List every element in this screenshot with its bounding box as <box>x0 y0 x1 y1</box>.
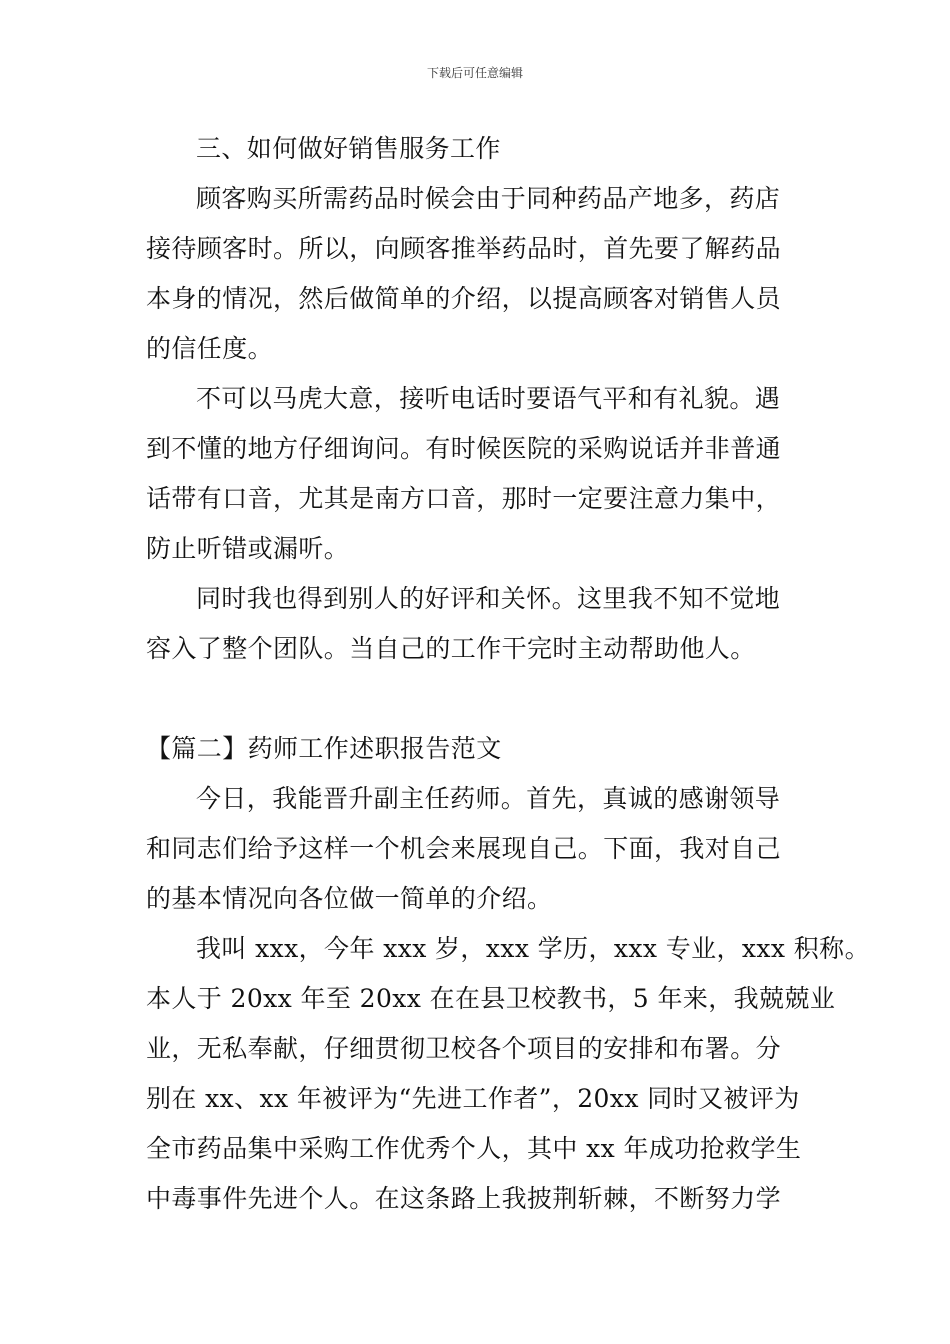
text-line: 不可以马虎大意，接听电话时要语气平和有礼貌。遇 <box>196 384 781 413</box>
text-line: 别在 xx、xx 年被评为“先进工作者”，20xx 同时又被评为 <box>146 1084 800 1113</box>
text-line: 全市药品集中采购工作优秀个人，其中 xx 年成功抢救学生 <box>146 1134 802 1163</box>
text-line: 话带有口音，尤其是南方口音，那时一定要注意力集中， <box>146 484 782 513</box>
article-title: 【篇二】药师工作述职报告范文 <box>146 734 502 763</box>
text-line: 中毒事件先进个人。在这条路上我披荆斩棘，不断努力学 <box>146 1184 782 1213</box>
page-header-note: 下载后可任意编辑 <box>426 66 523 80</box>
text-line: 同时我也得到别人的好评和关怀。这里我不知不觉地 <box>196 584 781 613</box>
text-line: 我叫 xxx，今年 xxx 岁，xxx 学历，xxx 专业，xxx 积称。 <box>196 934 870 963</box>
text-line: 到不懂的地方仔细询问。有时候医院的采购说话并非普通 <box>146 434 782 463</box>
text-line: 防止听错或漏听。 <box>146 534 350 563</box>
paragraph-team <box>146 574 808 674</box>
text-line: 顾客购买所需药品时候会由于同种药品产地多，药店 <box>196 184 781 213</box>
section-heading: 三、如何做好销售服务工作 <box>196 134 501 163</box>
document-body <box>146 124 870 1224</box>
text-line: 的信任度。 <box>146 334 274 363</box>
paragraph-customer-sales <box>146 174 808 374</box>
text-line: 本身的情况，然后做简单的介绍，以提高顾客对销售人员 <box>146 284 782 313</box>
text-line: 今日，我能晋升副主任药师。首先，真诚的感谢领导 <box>196 784 781 813</box>
section-spacer <box>146 674 808 724</box>
text-line: 业，无私奉献，仔细贯彻卫校各个项目的安排和布署。分 <box>146 1034 782 1063</box>
text-line: 的基本情况向各位做一简单的介绍。 <box>146 884 553 913</box>
text-line: 接待顾客时。所以，向顾客推举药品时，首先要了解药品 <box>146 234 782 263</box>
text-line: 本人于 20xx 年至 20xx 在在县卫校教书，5 年来，我兢兢业 <box>146 984 836 1013</box>
text-line: 和同志们给予这样一个机会来展现自己。下面，我对自己 <box>146 834 782 863</box>
paragraph-promotion <box>146 774 808 924</box>
paragraph-personal-info <box>146 924 870 1224</box>
text-line: 容入了整个团队。当自己的工作干完时主动帮助他人。 <box>146 634 756 663</box>
paragraph-phone-etiquette <box>146 374 808 574</box>
